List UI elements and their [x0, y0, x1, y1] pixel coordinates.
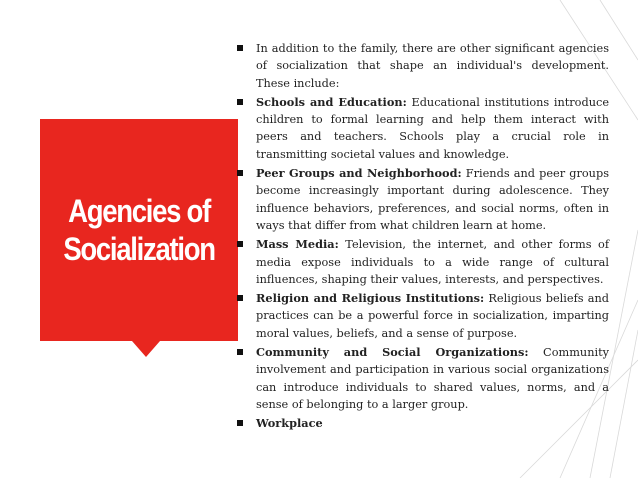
title-line-2: Socialization — [63, 231, 215, 267]
bullet-intro — [234, 40, 609, 92]
slide-title — [63, 192, 214, 268]
bullet-text: Community involvement and participation in various social organizations can introduce individuals to shared values, norms, and a sense of belonging to a larger group. — [256, 346, 610, 411]
bullet-text: Religious beliefs and practices can be a powerful force in socialization, imparting moral values, beliefs, and a sense of purpose. — [256, 292, 609, 340]
bullet-peer-groups — [234, 165, 609, 234]
bullet-heading: Peer Groups and Neighborhood: — [256, 166, 462, 181]
bullet-text: Educational institutions introduce children to formal learning and help them interact with peers and teachers. Schools play a crucial role in transmitting societal values and knowledge. — [256, 95, 610, 161]
square-bullet-icon — [237, 170, 243, 176]
bullet-community — [234, 344, 609, 413]
bullet-schools — [234, 94, 609, 163]
title-line-1: Agencies of — [68, 193, 210, 229]
bullet-workplace — [234, 415, 609, 432]
bullet-mass-media — [234, 236, 609, 288]
square-bullet-icon — [237, 99, 243, 105]
square-bullet-icon — [237, 349, 243, 355]
title-box — [40, 119, 238, 341]
square-bullet-icon — [237, 241, 243, 247]
bullet-religion — [234, 290, 609, 342]
bullet-text: In addition to the family, there are other significant agencies of socialization that shape an individual's development. These include: — [256, 42, 609, 90]
bullet-heading: Community and Social Organizations: — [256, 345, 529, 360]
bullet-text: Friends and peer groups become increasingly important during adolescence. They influence behaviors, preferences, and social norms, often in ways that differ from what children learn at home. — [256, 167, 609, 232]
bullet-heading: Mass Media: — [256, 237, 339, 252]
bullet-heading: Religion and Religious Institutions: — [256, 291, 485, 306]
bullet-list — [234, 40, 609, 435]
square-bullet-icon — [237, 295, 243, 301]
bullet-text: Television, the internet, and other forms of media expose individuals to a wide range of cultural influences, shaping their values, interests, and perspectives. — [256, 238, 609, 286]
bullet-heading: Workplace — [256, 416, 323, 431]
square-bullet-icon — [237, 420, 243, 426]
square-bullet-icon — [237, 45, 243, 51]
bullet-heading: Schools and Education: — [256, 94, 407, 109]
